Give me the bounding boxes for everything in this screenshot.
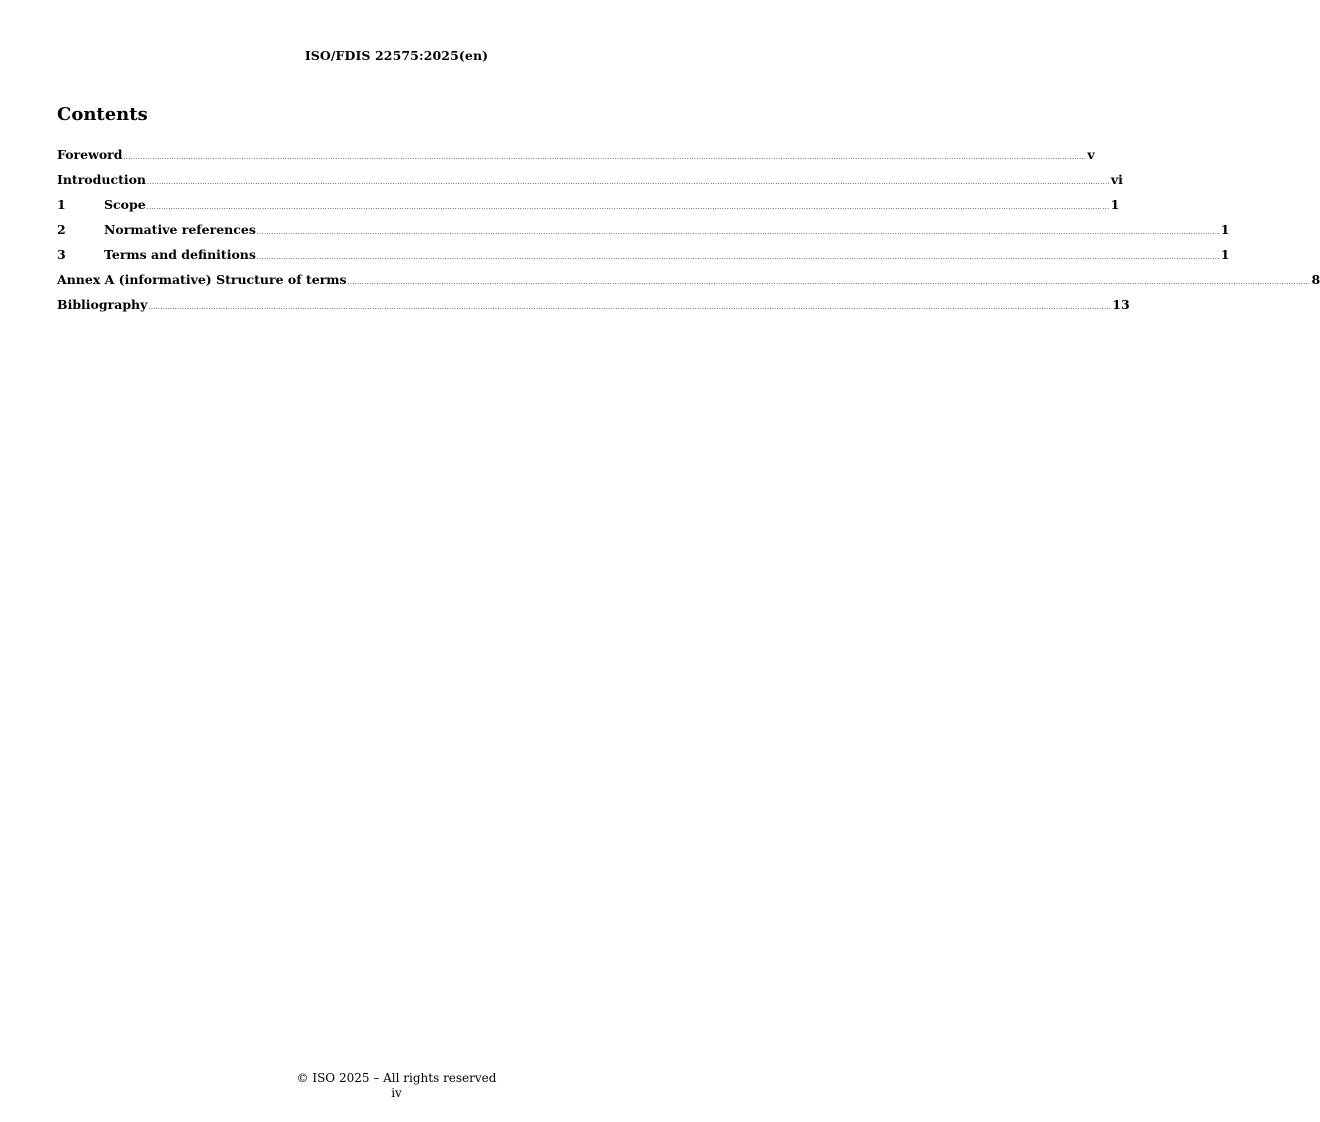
toc-dot-leader: ................................................................................................................................................................................................................................................................................................................................................................................................................	[123, 154, 1087, 161]
toc-entry-annex-a[interactable]	[57, 271, 1320, 296]
toc-dot-leader: ................................................................................................................................................................................................................................................................................................................................................................................................................	[147, 179, 1110, 186]
toc-entry-title[interactable]: Foreword	[57, 147, 123, 162]
toc-entry-foreword[interactable]	[57, 146, 1095, 171]
toc-dot-leader: ................................................................................................................................................................................................................................................................................................................................................................................................................	[148, 304, 1112, 311]
toc-entry-number: 2	[57, 222, 66, 237]
toc-dot-leader: ................................................................................................................................................................................................................................................................................................................................................................................................................	[256, 229, 1220, 236]
page-number: iv	[391, 1086, 402, 1100]
toc-entry-page[interactable]: vi	[1110, 172, 1123, 187]
page-footer	[0, 1071, 793, 1101]
toc-entry-page[interactable]: v	[1087, 147, 1095, 162]
toc-entry-bibliography[interactable]	[57, 296, 1130, 321]
toc-entry-number: 1	[57, 197, 66, 212]
document-header: ISO/FDIS 22575:2025(en)	[304, 48, 489, 63]
toc-entry-title[interactable]: Normative references	[104, 222, 256, 237]
toc-entry-title[interactable]: Annex A (informative) Structure of terms	[57, 272, 347, 287]
toc-entry-title[interactable]: Bibliography	[57, 297, 148, 312]
contents-title: Contents	[57, 104, 148, 125]
toc-entry-normative-references[interactable]	[57, 221, 1230, 246]
toc-entry-page[interactable]: 13	[1112, 297, 1130, 312]
toc-entry-number: 3	[57, 247, 66, 262]
toc-entry-introduction[interactable]	[57, 171, 1123, 196]
toc-entry-page[interactable]: 1	[1110, 197, 1120, 212]
toc-entry-page[interactable]: 8	[1311, 272, 1320, 287]
toc-entry-title[interactable]: Terms and definitions	[104, 247, 256, 262]
toc-entry-page[interactable]: 1	[1220, 222, 1230, 237]
toc-entry-page[interactable]: 1	[1220, 247, 1230, 262]
toc-entry-title[interactable]: Scope	[104, 197, 146, 212]
toc-dot-leader: ................................................................................................................................................................................................................................................................................................................................................................................................................	[146, 204, 1110, 211]
toc-dot-leader: ................................................................................................................................................................................................................................................................................................................................................................................................................	[347, 279, 1311, 286]
toc-entry-terms-and-definitions[interactable]	[57, 246, 1230, 271]
toc-dot-leader: ................................................................................................................................................................................................................................................................................................................................................................................................................	[256, 254, 1220, 261]
toc-entry-scope[interactable]	[57, 196, 1120, 221]
copyright-notice: © ISO 2025 – All rights reserved	[296, 1071, 497, 1085]
toc-entry-title[interactable]: Introduction	[57, 172, 147, 187]
table-of-contents	[57, 146, 1320, 321]
